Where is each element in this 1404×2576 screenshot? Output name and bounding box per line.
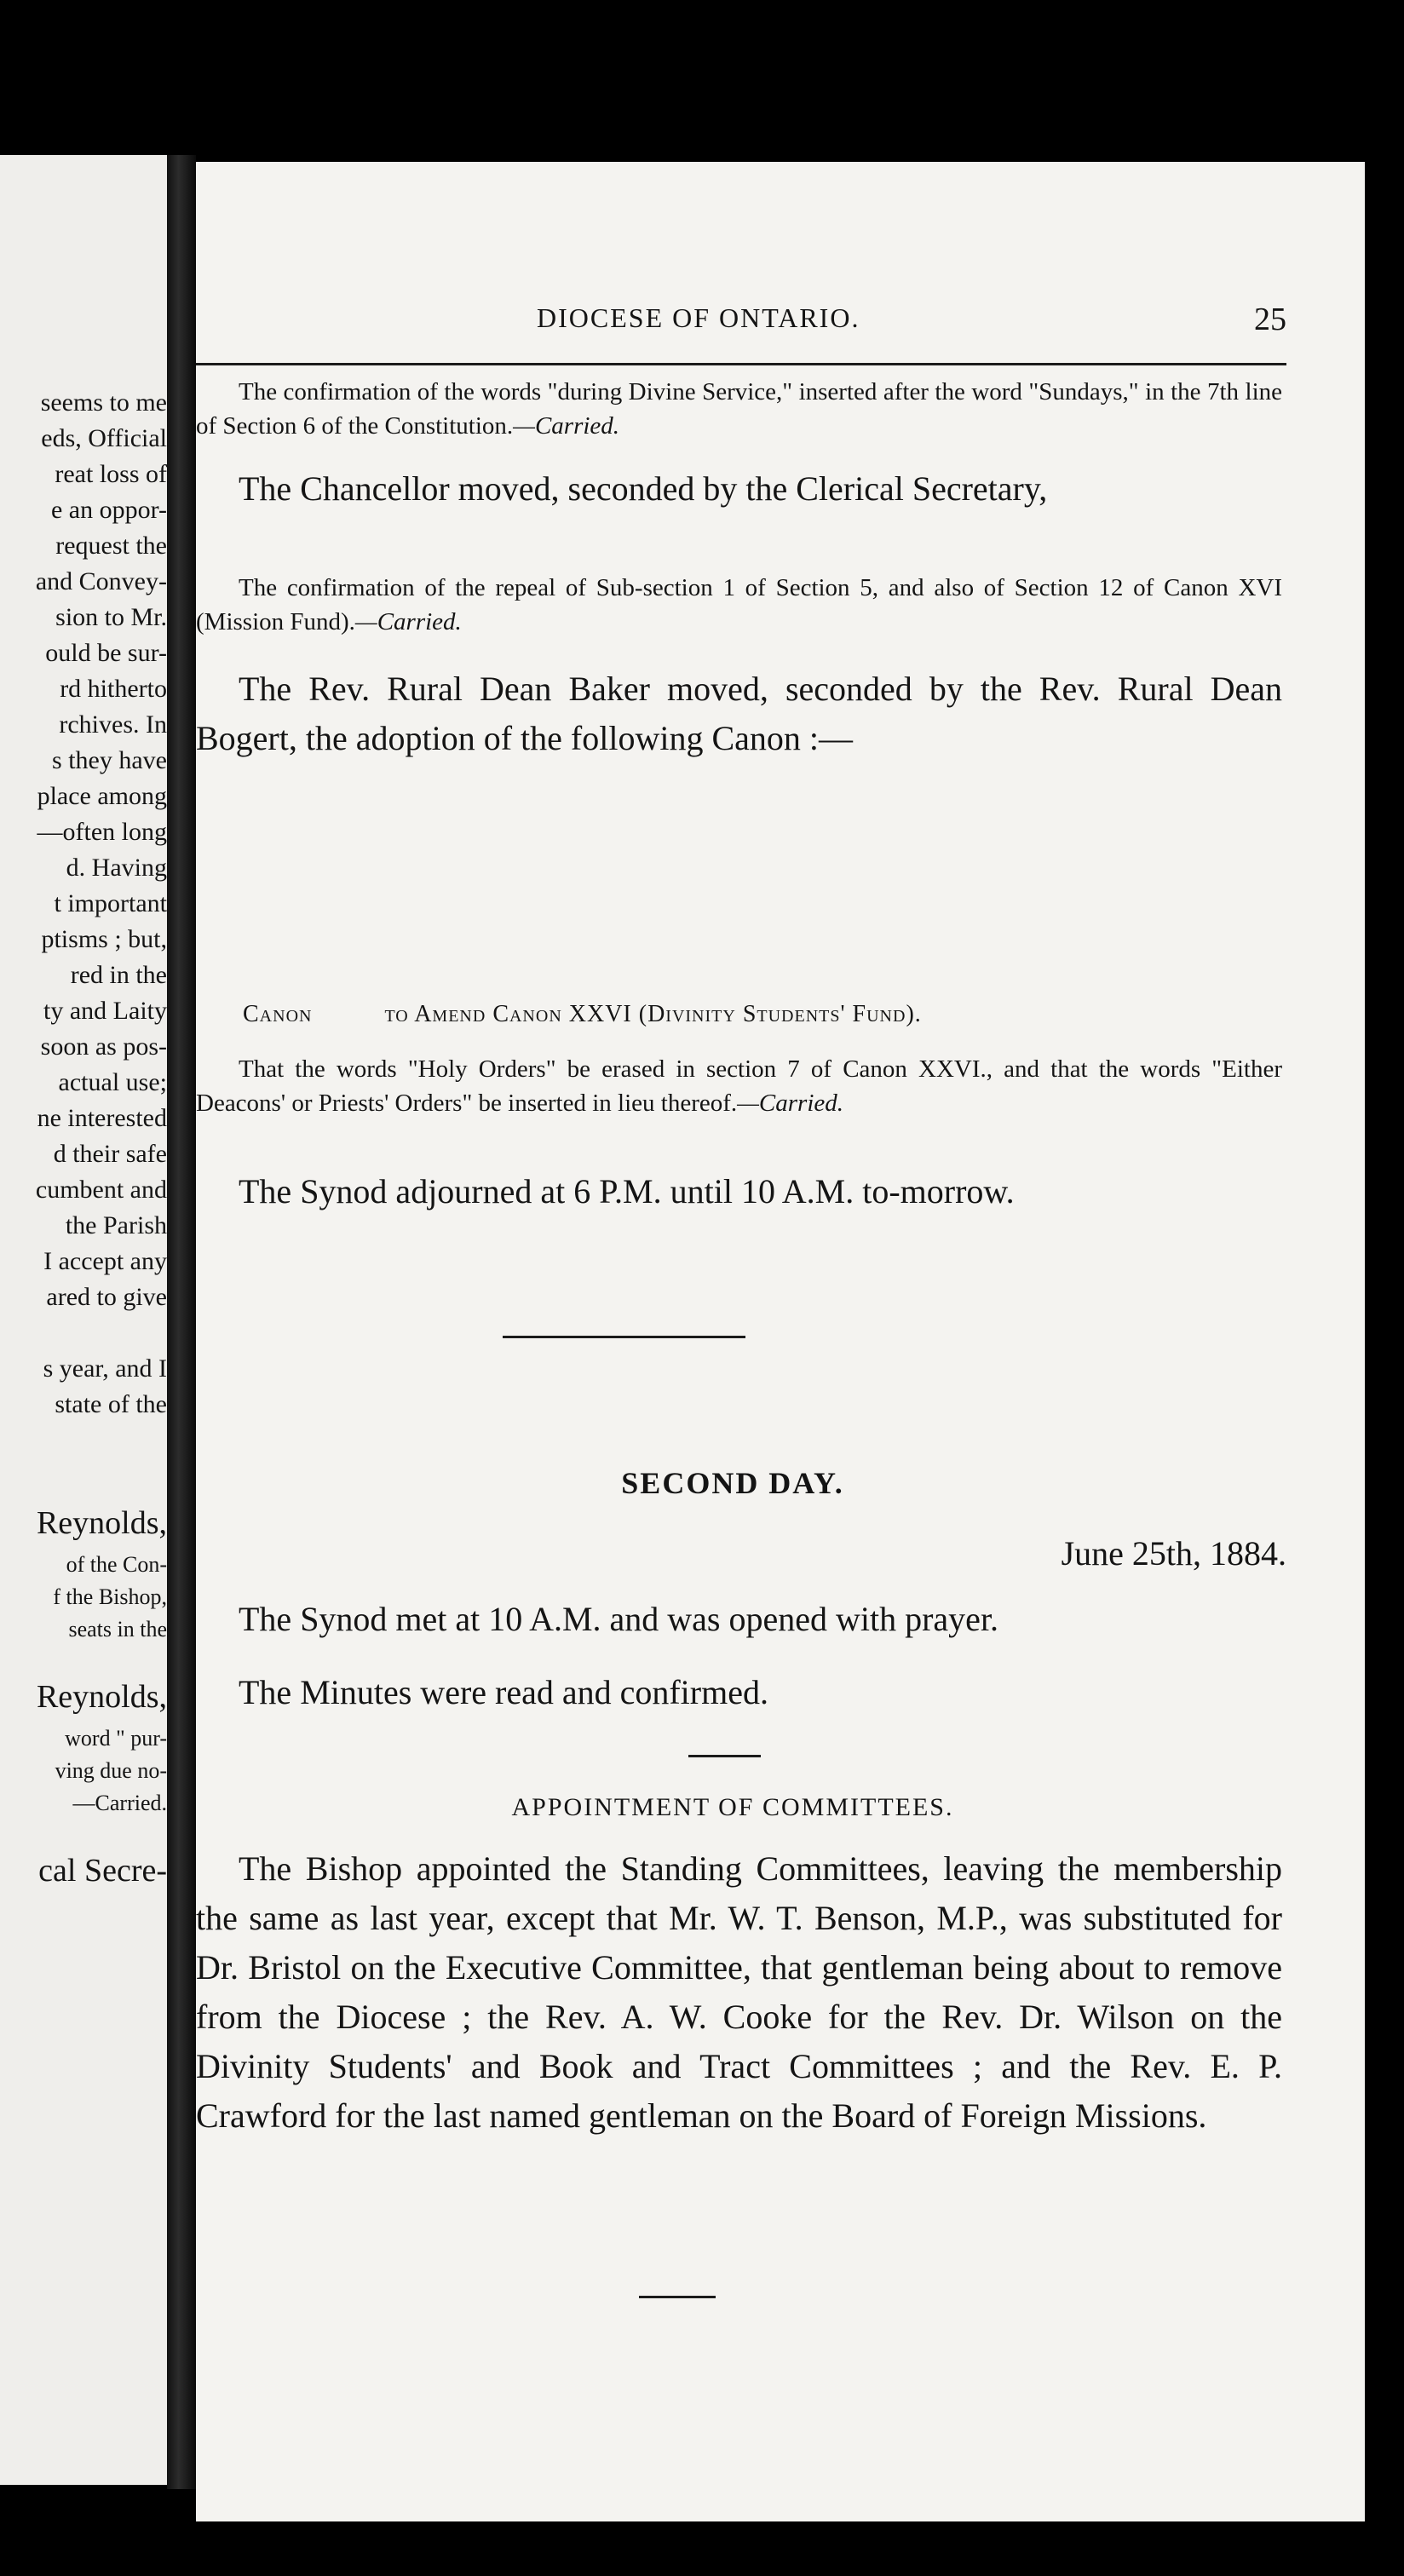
left-page-line: e an oppor- — [50, 496, 167, 524]
right-page — [196, 162, 1365, 2521]
short-divider-rule-2 — [639, 2296, 716, 2298]
confirmation-paragraph-1 — [196, 375, 1282, 443]
short-divider-rule-1 — [688, 1755, 761, 1757]
carried-label-1: —Carried. — [513, 412, 620, 440]
section-divider-rule — [503, 1336, 745, 1338]
confirmation-paragraph-2 — [196, 571, 1282, 639]
left-page-line: request the — [55, 532, 167, 560]
left-page-line: Reynolds, — [36, 1505, 167, 1541]
left-page-line: ared to give — [46, 1283, 167, 1311]
canon-title: to Amend Canon XXVI (Divinity Students' Fund). — [384, 1001, 922, 1027]
left-page-line: the Parish — [65, 1211, 167, 1239]
chancellor-motion — [196, 464, 1282, 514]
left-page-line: d. Having — [66, 854, 167, 882]
adjournment-paragraph — [196, 1167, 1282, 1216]
date-line: June 25th, 1884. — [1061, 1534, 1286, 1573]
committees-text: The Bishop appointed the Standing Committees, leaving the membership the same as last year, except that Mr. W. T. Benson, M.P., was substituted for Dr. Bristol on the Executive Committee, that gentleman being about to remove from the Diocese ; the Rev. A. W. Cooke for the Rev. Dr. Wilson on the Divinity Students' and Book and Tract Committees ; and the Rev. E. P. Crawford for the last named gentleman on the Board of Foreign Missions. — [196, 1849, 1282, 2135]
left-page-line: soon as pos- — [40, 1032, 167, 1061]
second-day-heading: SECOND DAY. — [621, 1466, 844, 1500]
chancellor-motion-text: The Chancellor moved, seconded by the Clerical Secretary, — [239, 469, 1048, 508]
left-page-line — [0, 1315, 167, 1351]
left-page-line: t important — [54, 889, 167, 917]
baker-motion-text: The Rev. Rural Dean Baker moved, seconded by the Rev. Rural Dean Bogert, the adoption of the following Canon :— — [196, 670, 1282, 757]
left-page-line: reat loss of — [55, 460, 167, 488]
left-page-line: cal Secre- — [38, 1853, 167, 1889]
left-page-line: ne interested — [37, 1104, 167, 1132]
left-page-line: place among — [37, 782, 167, 810]
minutes-paragraph — [196, 1668, 1282, 1717]
left-page-line: and Convey- — [35, 567, 167, 595]
left-page-text — [0, 385, 167, 1896]
left-page-line: word " pur- — [65, 1726, 167, 1751]
left-page-line: rd hitherto — [60, 675, 167, 703]
carried-label-2: —Carried. — [354, 608, 462, 635]
left-page-line: —often long — [37, 818, 167, 846]
left-page-line: actual use; — [58, 1068, 167, 1096]
synod-met-text: The Synod met at 10 A.M. and was opened with prayer. — [239, 1600, 999, 1638]
canon-resolution — [196, 1052, 1282, 1120]
canon-label: Canon — [243, 1001, 313, 1027]
carried-label-3: —Carried. — [737, 1090, 844, 1117]
book-gutter — [167, 155, 196, 2489]
left-page-line: Reynolds, — [36, 1679, 167, 1715]
left-page-line: d their safe — [53, 1140, 167, 1168]
page-number: 25 — [1254, 302, 1286, 337]
canon-heading — [243, 1001, 922, 1028]
committees-paragraph — [196, 1844, 1282, 2141]
left-page-line: I accept any — [43, 1247, 167, 1275]
left-page-line: cumbent and — [35, 1176, 167, 1204]
left-page-line: ving due no- — [55, 1758, 167, 1783]
left-page-line: seats in the — [68, 1617, 167, 1642]
left-page-line: state of the — [55, 1390, 167, 1418]
left-page-line: s they have — [52, 746, 167, 774]
running-header — [196, 302, 1286, 354]
left-page-line: ptisms ; but, — [41, 925, 167, 953]
left-page-line: rchives. In — [59, 710, 167, 739]
left-page-line: sion to Mr. — [55, 603, 167, 631]
committees-heading: APPOINTMENT OF COMMITTEES. — [511, 1793, 954, 1821]
adjournment-text: The Synod adjourned at 6 P.M. until 10 A.M. to-morrow. — [239, 1172, 1015, 1210]
left-page-line: —Carried. — [72, 1791, 167, 1815]
left-page-line: of the Con- — [66, 1552, 167, 1577]
left-page-line: seems to me — [40, 388, 167, 417]
left-page-line: ty and Laity — [43, 997, 167, 1025]
synod-met-paragraph — [196, 1595, 1282, 1644]
left-page-fragment — [0, 155, 167, 2485]
baker-motion — [196, 664, 1282, 763]
header-rule — [196, 363, 1286, 365]
left-page-line: s year, and I — [43, 1354, 167, 1383]
minutes-text: The Minutes were read and confirmed. — [239, 1673, 768, 1711]
left-page-line: ould be sur- — [45, 639, 167, 667]
left-page-line: f the Bishop, — [53, 1584, 167, 1609]
left-page-line: eds, Official — [41, 424, 167, 452]
header-title: DIOCESE OF ONTARIO. — [537, 302, 860, 333]
left-page-line: red in the — [70, 961, 167, 989]
confirmation-text-1: The confirmation of the words "during Divine Service," inserted after the word "Sundays," in the 7th line of Section 6 of the Constitution. — [196, 378, 1282, 440]
canon-resolution-text: That the words "Holy Orders" be erased in section 7 of Canon XXVI., and that the words "Either Deacons' or Priests' Orders" be inserted in lieu thereof. — [196, 1055, 1282, 1117]
confirmation-text-2: The confirmation of the repeal of Sub-section 1 of Section 5, and also of Section 12 of Canon XVI (Mission Fund). — [196, 574, 1282, 635]
